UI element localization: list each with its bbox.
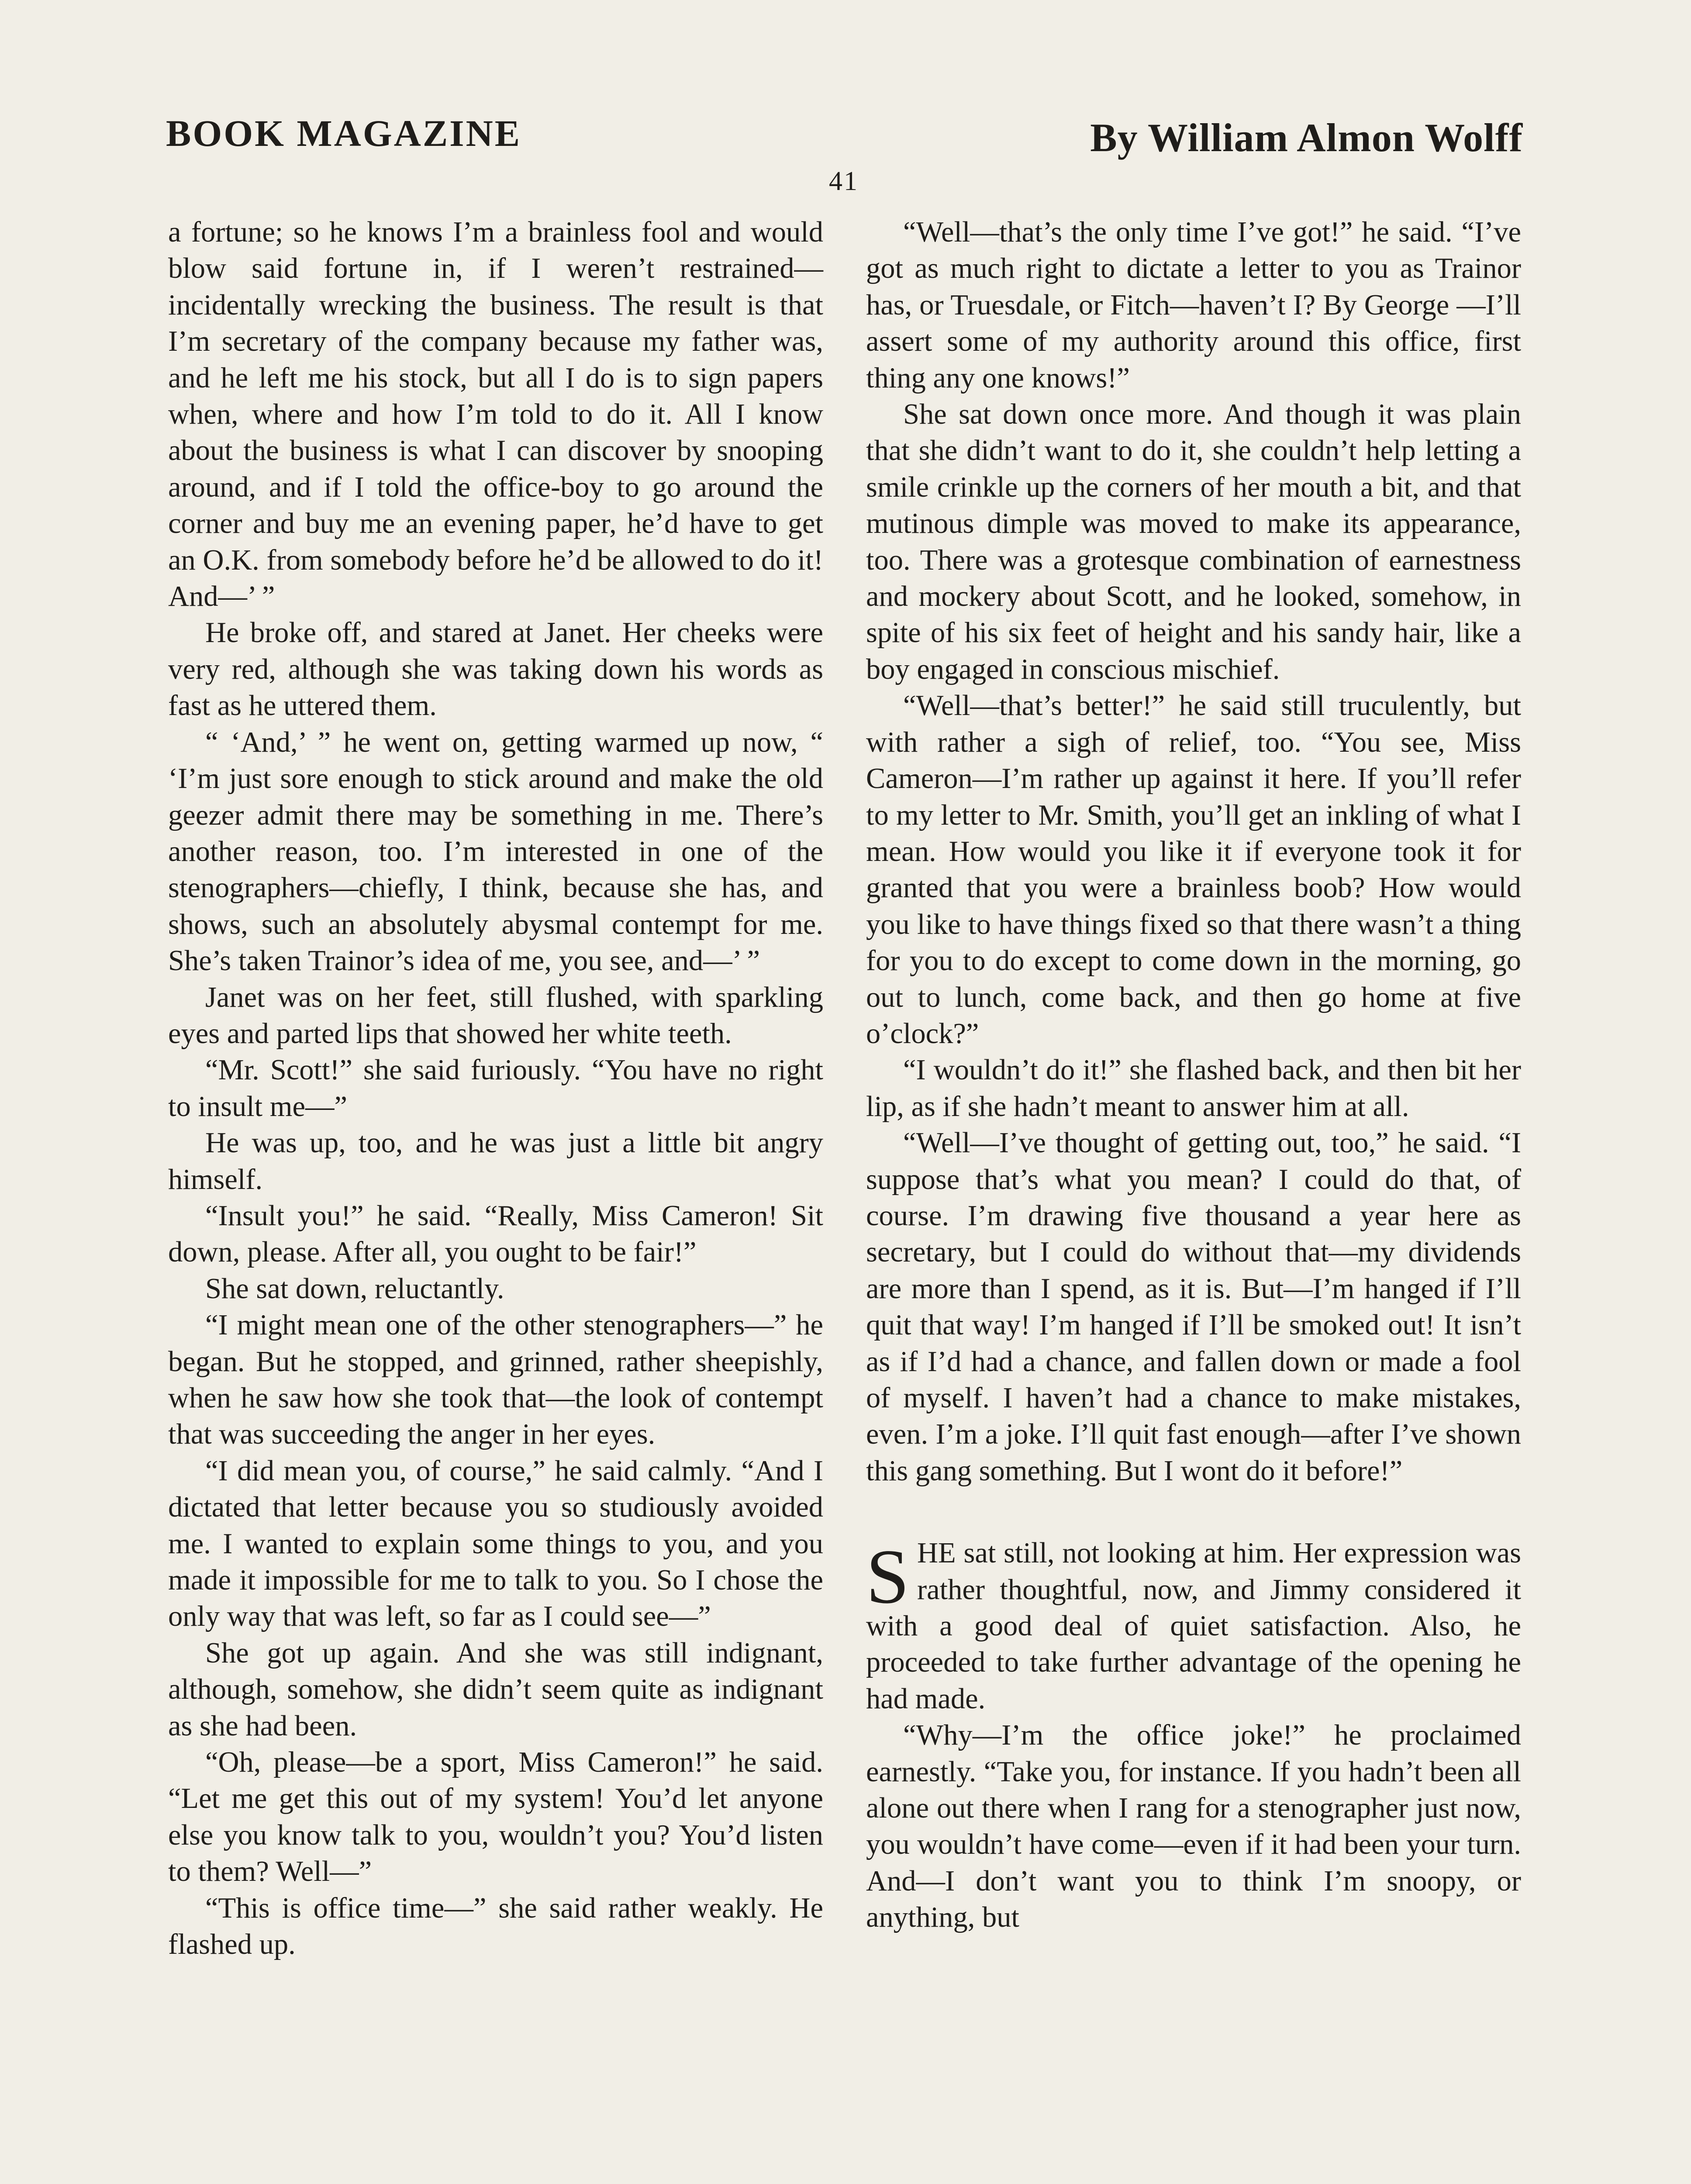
dropcap-paragraph-text: HE sat still, not looking at him. Her expression was rather thoughtful, now, and Jimmy considered it with a good deal of quiet satisfaction. Also, he proceeded to take further advantage of the opening he had made. <box>866 1537 1521 1715</box>
paragraph: “Mr. Scott!” she said furiously. “You have no right to insult me—” <box>168 1054 823 1123</box>
paragraph: “I did mean you, of course,” he said calmly. “And I dictated that letter because you so studiously avoided me. I wanted to explain some things to you, and you made it impossible for me to talk to you. So I chose the only way that was left, so far as I could see—” <box>168 1455 823 1633</box>
paragraph: Janet was on her feet, still flushed, with sparkling eyes and parted lips that showed her white teeth. <box>168 981 823 1050</box>
paragraph: He broke off, and stared at Janet. Her cheeks were very red, although she was taking down his words as fast as he uttered them. <box>168 617 823 722</box>
right-column <box>866 214 1521 1936</box>
paragraph: “Why—I’m the office joke!” he proclaimed earnestly. “Take you, for instance. If you hadn’t been all alone out there when I rang for a stenographer just now, you wouldn’t have come—even if it had been your turn. And—I don’t want you to think I’m snoopy, or anything, but <box>866 1719 1521 1934</box>
page-number: 41 <box>829 166 859 196</box>
paragraph: “ ‘And,’ ” he went on, getting warmed up now, “ ‘I’m just sore enough to stick around and make the old geezer admit there may be something in me. There’s another reason, too. I’m interested in one of the stenographers—chiefly, I think, because she has, and shows, such an absolutely abysmal contempt for me. She’s taken Trainor’s idea of me, you see, and—’ ” <box>168 726 823 977</box>
paragraph: “Well—that’s better!” he said still truculently, but with rather a sigh of relief, too. “You see, Miss Cameron—I’m rather up against it here. If you’ll refer to my letter to Mr. Smith, you’ll get an inkling of what I mean. How would you like it if everyone took it for granted that you were a brainless boob? How would you like to have things fixed so that there wasn’t a thing for you to do except to come down in the morning, go out to lunch, come back, and then go home at five o’clock?” <box>866 690 1521 1050</box>
paragraph: “Well—that’s the only time I’ve got!” he said. “I’ve got as much right to dictate a letter to you as Trainor has, or Truesdale, or Fitch—haven’t I? By George —I’ll assert some of my authority around this office, first thing any one knows!” <box>866 216 1521 394</box>
magazine-title: BOOK MAGAZINE <box>166 112 522 154</box>
paragraph: She sat down, reluctantly. <box>205 1272 504 1305</box>
paragraph: She got up again. And she was still indignant, although, somehow, she didn’t seem quite as indignant as she had been. <box>168 1637 823 1742</box>
paragraph: a fortune; so he knows I’m a brainless fool and would blow said fortune in, if I weren’t restrained—incidentally wrecking the business. The result is that I’m secretary of the company because my father was, and he left me his stock, but all I do is to sign papers when, where and how I’m told to do it. All I know about the business is what I can discover by snooping around, and if I told the office-boy to go around the corner and buy me an evening paper, he’d have to get an O.K. from somebody before he’d be allowed to do it! And—’ ” <box>168 216 823 613</box>
paragraph: “Well—I’ve thought of getting out, too,” he said. “I suppose that’s what you mean? I could do that, of course. I’m drawing five thousand a year here as secretary, but I could do without that—my dividends are more than I spend, as it is. But—I’m hanged if I’ll quit that way! I’m hanged if I’ll be smoked out! It isn’t as if I’d had a chance, and fallen down or made a fool of myself. I haven’t had a chance to make mistakes, even. I’m a joke. I’ll quit fast enough—after I’ve shown this gang something. But I wont do it before!” <box>866 1127 1521 1487</box>
left-column <box>168 214 823 1963</box>
paragraph: “I might mean one of the other stenographers—” he began. But he stopped, and grinned, rather sheepishly, when he saw how she took that—the look of contempt that was succeeding the anger in her eyes. <box>168 1309 823 1451</box>
dropcap-paragraph <box>866 1535 1521 1717</box>
paragraph: “Insult you!” he said. “Really, Miss Cameron! Sit down, please. After all, you ought to be fair!” <box>168 1199 823 1268</box>
author-byline: By William Almon Wolff <box>1090 115 1523 160</box>
paragraph: He was up, too, and he was just a little bit angry himself. <box>168 1127 823 1196</box>
paragraph: “I wouldn’t do it!” she flashed back, and then bit her lip, as if she hadn’t meant to answer him at all. <box>866 1054 1521 1123</box>
drop-cap-letter: S <box>866 1533 909 1620</box>
paragraph: She sat down once more. And though it was plain that she didn’t want to do it, she couldn’t help letting a smile crinkle up the corners of her mouth a bit, and that mutinous dimple was moved to make its appearance, too. There was a grotesque combination of earnestness and mockery about Scott, and he looked, somehow, in spite of his six feet of height and his sandy hair, like a boy engaged in conscious mischief. <box>866 398 1521 685</box>
paragraph: “This is office time—” she said rather weakly. He flashed up. <box>168 1892 823 1961</box>
paragraph: “Oh, please—be a sport, Miss Cameron!” he said. “Let me get this out of my system! You’d let anyone else you know talk to you, wouldn’t you? You’d listen to them? Well—” <box>168 1746 823 1888</box>
